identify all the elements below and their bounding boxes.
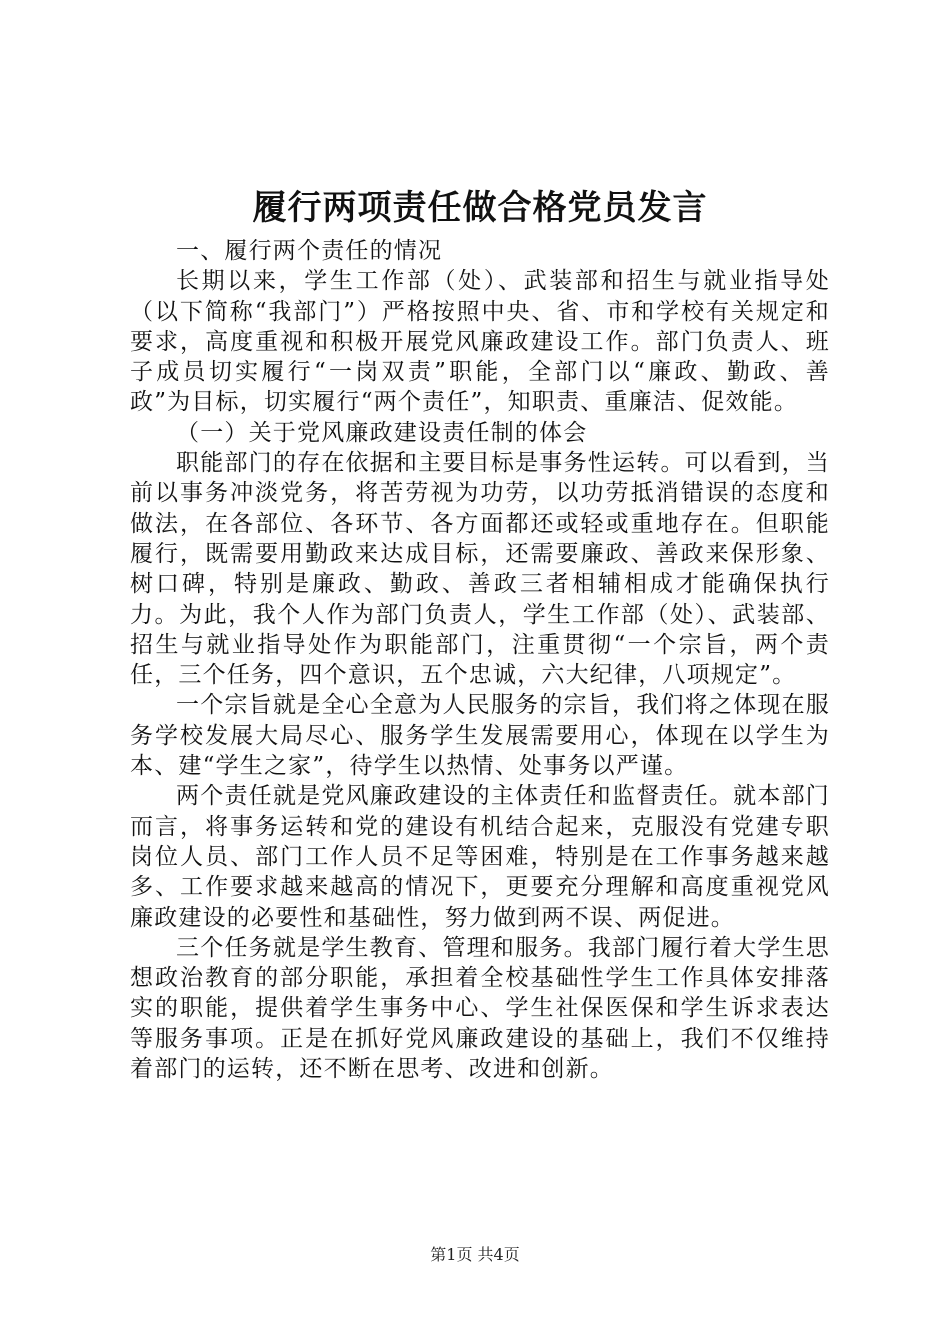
- document-title: 履行两项责任做合格党员发言: [252, 188, 708, 228]
- paragraph: 两个责任就是党风廉政建设的主体责任和监督责任。就本部门而言，将事务运转和党的建设有机结合起来，克服没有党建专职岗位人员、部门工作人员不足等困难，特别是在工作事务越来越多、工作要求越来越高的情况下，更要充分理解和高度重视党风廉政建设的必要性和基础性，努力做到两不误、两促进。: [130, 783, 830, 931]
- document-body: [130, 236, 830, 1084]
- document-page: [130, 0, 830, 1344]
- section-heading-1: 一、履行两个责任的情况: [176, 238, 443, 264]
- paragraph: 一个宗旨就是全心全意为人民服务的宗旨，我们将之体现在服务学校发展大局尽心、服务学生发展需要用心，体现在以学生为本、建“学生之家”，待学生以热情、处事务以严谨。: [130, 692, 830, 780]
- paragraph: 长期以来，学生工作部（处）、武装部和招生与就业指导处（以下简称“我部门”）严格按照中央、省、市和学校有关规定和要求，高度重视和积极开展党风廉政建设工作。部门负责人、班子成员切实履行“一岗双责”职能，全部门以“廉政、勤政、善政”为目标，切实履行“两个责任”，知职责、重廉洁、促效能。: [130, 268, 830, 416]
- paragraph: 三个任务就是学生教育、管理和服务。我部门履行着大学生思想政治教育的部分职能，承担着全校基础性学生工作具体安排落实的职能，提供着学生事务中心、学生社保医保和学生诉求表达等服务事项。正是在抓好党风廉政建设的基础上，我们不仅维持着部门的运转，还不断在思考、改进和创新。: [130, 934, 830, 1083]
- subsection-heading-1: （一）关于党风廉政建设责任制的体会: [176, 419, 588, 446]
- paragraph: 职能部门的存在依据和主要目标是事务性运转。可以看到，当前以事务冲淡党务，将苦劳视为功劳，以功劳抵消错误的态度和做法，在各部位、各环节、各方面都还或轻或重地存在。但职能履行，既需要用勤政来达成目标，还需要廉政、善政来保形象、树口碑，特别是廉政、勤政、善政三者相辅相成才能确保执行力。为此，我个人作为部门负责人，学生工作部（处）、武装部、招生与就业指导处作为职能部门，注重贯彻“一个宗旨，两个责任，三个任务，四个意识，五个忠诚，六大纪律，八项规定”。: [130, 450, 830, 689]
- page-footer: 第1页 共4页: [430, 1245, 520, 1264]
